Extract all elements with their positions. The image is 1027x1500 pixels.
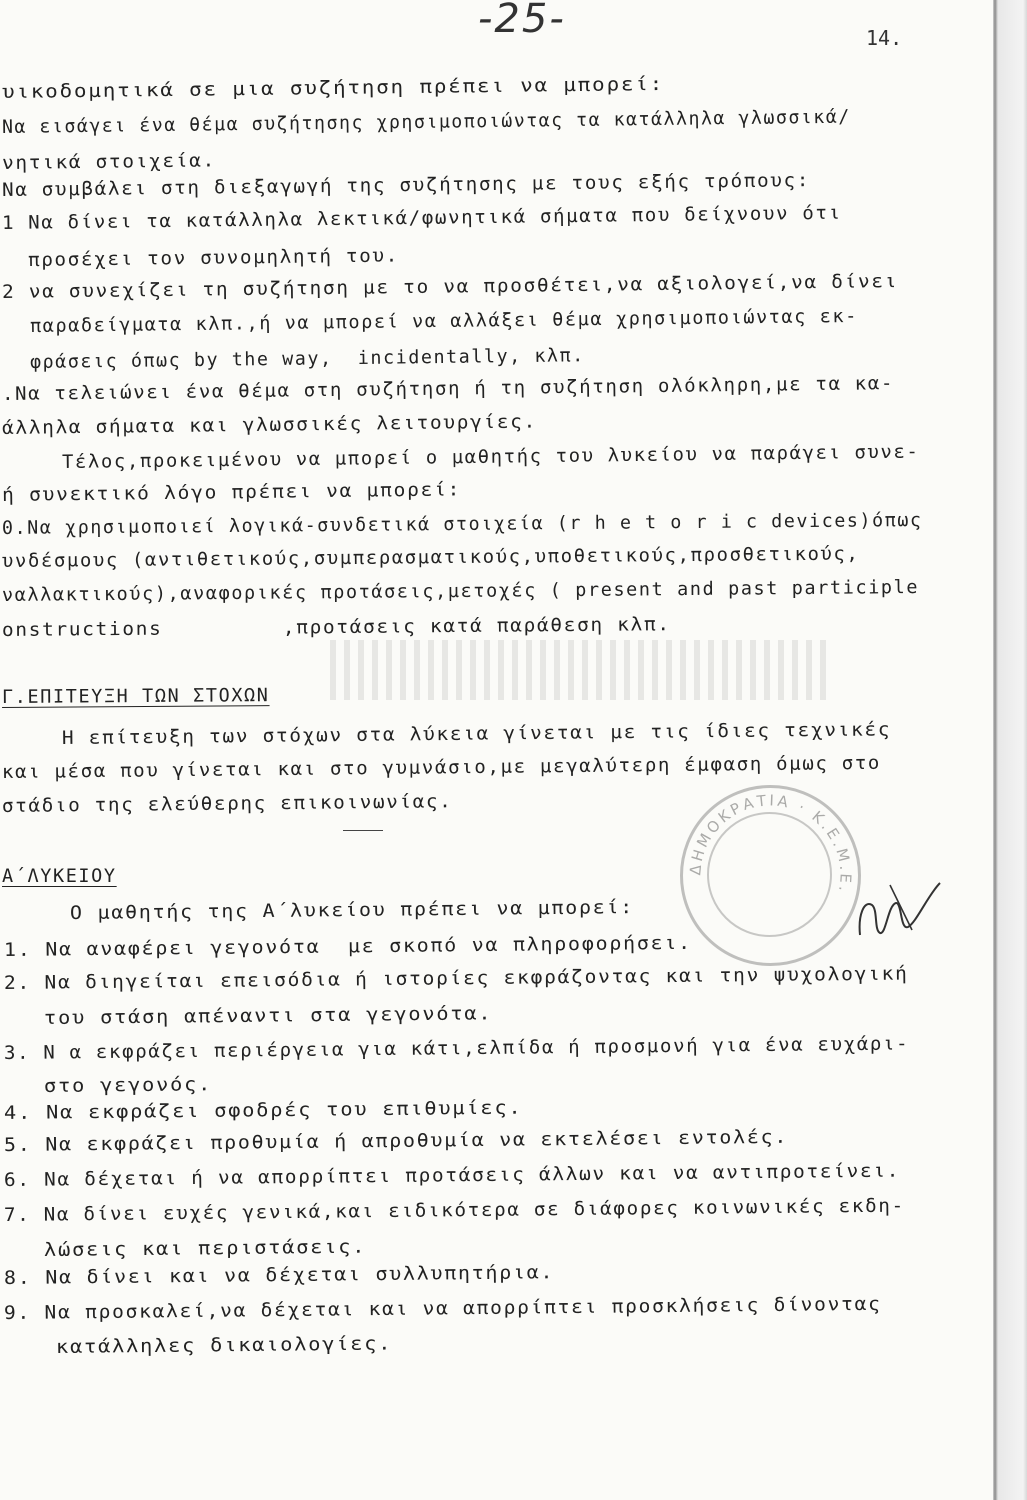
list-item-continuation: του στάση απέναντι στα γεγονότα. — [43, 1003, 493, 1029]
text-line: προσέχει τον συνομηλητή του. — [27, 245, 400, 271]
list-item: 5. Να εκφράζει προθυμία ή απροθυμία να εκτελέσει εντολές. — [3, 1126, 789, 1156]
list-item: 8. Να δίνει και να δέχεται συλλυπητήρια. — [3, 1262, 555, 1289]
text-line: 0.Να χρησιμοποιεί λογικά-συνδετικά στοιχεία (r h e t o r i c devices)όπως — [1, 509, 923, 539]
text-line: Να εισάγει ένα θέμα συζήτησης χρησιμοποιώντας τα κατάλληλα γλωσσικά/ — [1, 106, 851, 138]
section-heading: Γ.ΕΠΙΤΕΥΞΗ ΤΩΝ ΣΤΟΧΩΝ — [1, 685, 270, 708]
text-line: στάδιο της ελεύθερης επικοινωνίας. — [1, 791, 453, 817]
text-line: φράσεις όπως by the way, incidentally, κλπ. — [29, 345, 585, 373]
section-heading: Α΄ΛΥΚΕΙΟΥ — [2, 866, 117, 887]
text-line: υικοδομητικά σε μια συζήτηση πρέπει να μπορεί: — [1, 73, 665, 103]
text-line: 2 να συνεχίζει τη συζήτηση με το να προσθέτει,να αξιολογεί,να δίνει — [1, 271, 899, 303]
list-item-continuation: κατάλληλες δικαιολογίες. — [55, 1333, 393, 1358]
text-line: Ο μαθητής της Α΄λυκείου πρέπει να μπορεί: — [69, 897, 635, 924]
text-line: ή συνεκτικό λόγο πρέπει να μπορεί: — [1, 479, 462, 506]
text-line: Η επίτευξη των στόχων στα λύκεια γίνεται με τις ίδιες τεχνικές — [61, 719, 892, 749]
stamp-text: ΔΗΜΟΚΡΑΤΙΑ · Κ.Ε.Μ.Ε. — [686, 791, 855, 897]
handwritten-page-number: -25- — [478, 0, 566, 42]
page-edge — [993, 0, 1027, 1500]
list-item: 3. Ν α εκφράζει περιέργεια για κάτι,ελπίδα ή προσμονή για ένα ευχάρι- — [3, 1033, 910, 1064]
text-line: .Να τελειώνει ένα θέμα στη συζήτηση ή τη συζήτηση ολόκληρη,με τα κα- — [1, 373, 895, 405]
text-line: νητικά στοιχεία. — [1, 150, 217, 174]
signature — [850, 875, 945, 945]
list-item: 4. Να εκφράζει σφοδρές του επιθυμίες. — [3, 1097, 523, 1124]
text-line: υνδέσμους (αντιθετικούς,συμπερασματικούς,υποθετικούς,προσθετικούς, — [1, 543, 860, 572]
typed-page-number: 14. — [866, 26, 903, 50]
text-line: και μέσα που γίνεται και στο γυμνάσιο,με μεγαλύτερη έμφαση όμως στο — [1, 752, 882, 783]
list-item: 1. Να αναφέρει γεγονότα με σκοπό να πληροφορήσει. — [3, 932, 692, 961]
list-item-continuation: λώσεις και περιστάσεις. — [43, 1236, 367, 1261]
text-line: ναλλακτικούς),αναφορικές προτάσεις,μετοχές ( present and past participle — [1, 576, 920, 606]
list-item: 7. Να δίνει ευχές γενικά,και ειδικότερα σε διάφορες κοινωνικές εκδη- — [3, 1195, 905, 1226]
separator-rule — [343, 830, 383, 831]
text-line: Τέλος,προκειμένου να μπορεί ο μαθητής του λυκείου να παράγει συνε- — [61, 441, 920, 473]
text-line: άλληλα σήματα και γλωσσικές λειτουργίες. — [1, 411, 538, 439]
list-item: 9. Να προσκαλεί,να δέχεται και να απορρίπτει προσκλήσεις δίνοντας — [3, 1293, 882, 1324]
faint-bleed-through — [330, 640, 830, 700]
list-item: 6. Να δέχεται ή να απορρίπτει προτάσεις άλλων και να αντιπροτείνει. — [3, 1160, 901, 1191]
text-line: 1 Να δίνει τα κατάλληλα λεκτικά/φωνητικά σήματα που δείχνουν ότι — [1, 202, 842, 234]
list-item: 2. Να διηγείται επεισόδια ή ιστορίες εκφράζοντας και την ψυχολογική — [3, 963, 909, 994]
official-stamp — [680, 785, 861, 966]
stamp-lettering — [683, 788, 858, 963]
text-line: Να συμβάλει στη διεξαγωγή της συζήτησης με τους εξής τρόπους: — [1, 170, 811, 201]
svg-text:ΔΗΜΟΚΡΑΤΙΑ · Κ.Ε.Μ.Ε. — [686, 791, 854, 896]
list-item-continuation: στο γεγονός. — [43, 1074, 213, 1097]
text-line: παραδείγματα κλπ.,ή να μπορεί να αλλάξει θέμα χρησιμοποιώντας εκ- — [29, 305, 859, 337]
text-line: onstructions ,προτάσεις κατά παράθεση κλπ. — [1, 614, 671, 641]
